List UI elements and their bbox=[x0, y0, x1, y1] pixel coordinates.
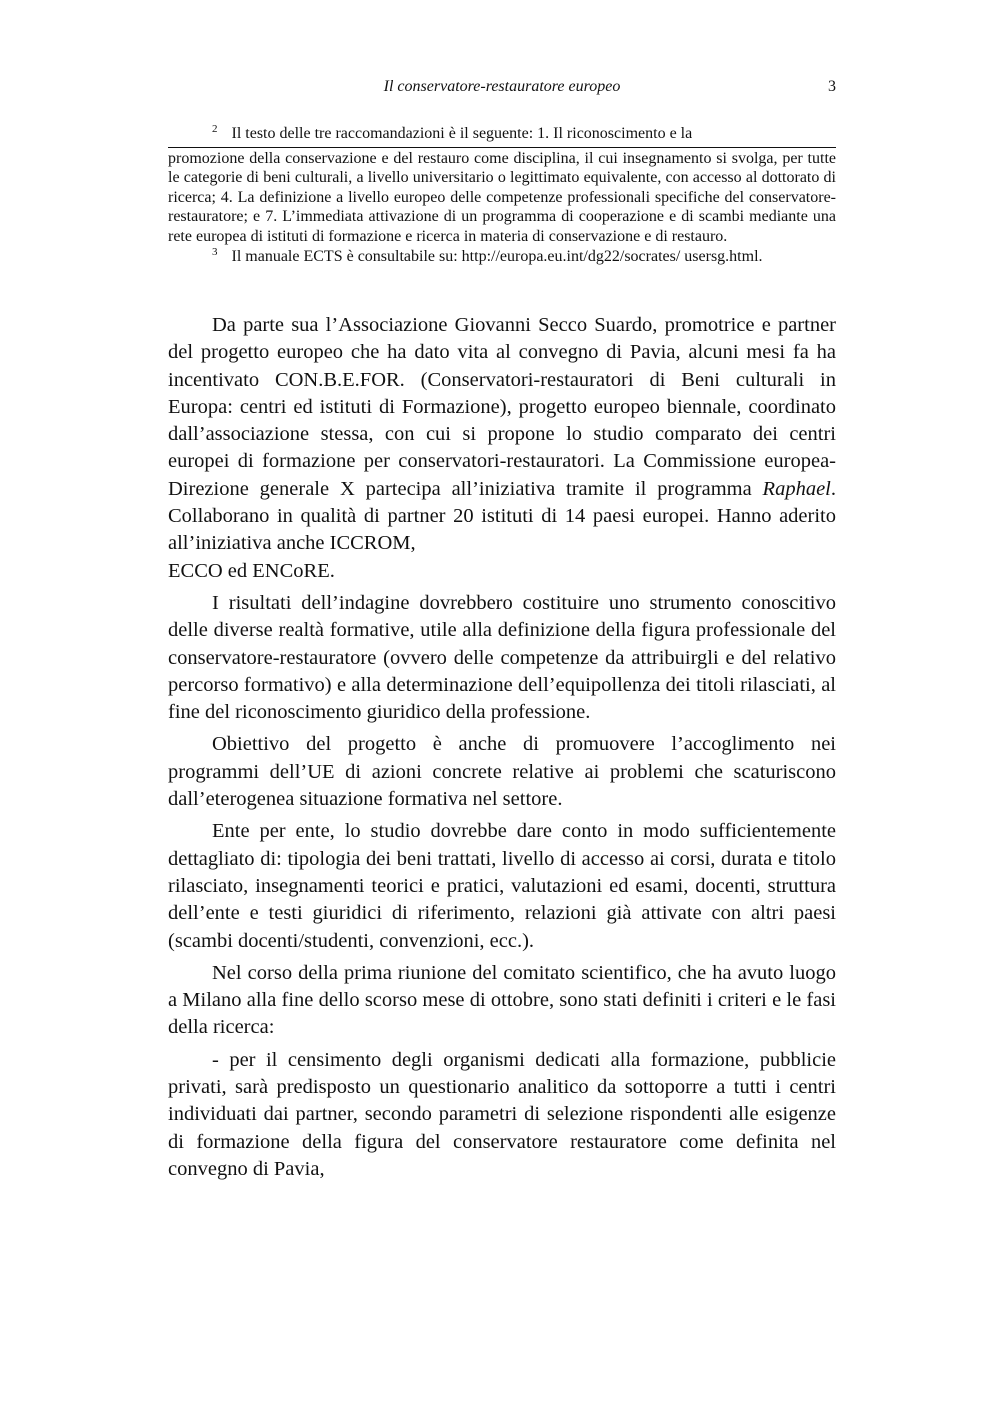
list-item: - per il censimento degli organismi dedicati alla formazione, pubblicie privati, sarà predisposto un questionario analitico da sottoporre a tutti i centri individuati dai partner, secondo parametri di selezione rispondenti alle esigenze di formazione della figura del conservatore restauratore come definita nel convegno di Pavia, bbox=[168, 1048, 836, 1180]
paragraph: I risultati dell’indagine dovrebbero costituire uno strumento conoscitivo delle diverse realtà formative, utile alla definizione della figura professionale del conservatore-restauratore (ovvero delle competenze da attribuirgli e del relativo percorso formativo) e alla determinazione dell’equipollenza dei titoli rilasciati, al fine del riconoscimento giuridico della professione. bbox=[168, 591, 836, 724]
paragraph: Obiettivo del progetto è anche di promuovere l’accoglimento nei programmi dell’UE di azioni concrete relative ai problemi che scaturiscono dall’eterogenea situazione formativa nel settore. bbox=[168, 733, 836, 811]
paragraph bbox=[168, 312, 836, 558]
footnote-2-continued bbox=[168, 149, 836, 247]
program-name: Raphael bbox=[762, 477, 831, 500]
footnote-3 bbox=[168, 247, 836, 267]
running-header bbox=[168, 76, 836, 98]
footnote-text: promozione della conservazione e del restauro come disciplina, il cui insegnamento si svolga, per tutte le categorie di beni culturali, a livello universitario o legittimato equivalente, con accesso al dottorato di ricerca; 4. La definizione a livello europeo delle competenze professionali specifiche del conservatore-restauratore; e 7. L’immediata attivazione di un programma di cooperazione e di scambi mediante una rete europea di istituti di formazione e ricerca in materia di conservazione e di restauro. bbox=[168, 149, 836, 245]
footnote-rule bbox=[168, 147, 836, 148]
paragraph: Ente per ente, lo studio dovrebbe dare conto in modo sufficientemente dettagliato di: tipologia dei beni trattati, livello di accesso ai corsi, durata e titolo rilasciato, insegnamenti teorici e pratici, valutazioni ed esami, docenti, struttura dell’ente e testi giuridici di riferimento, relazioni già attivate con altri paesi (scambi docenti/studenti, convenzioni, ecc.). bbox=[168, 820, 836, 952]
footnote-2 bbox=[168, 124, 836, 144]
footnotes bbox=[168, 124, 836, 266]
footnote-text-first-line: Il testo delle tre raccomandazioni è il seguente: 1. Il riconoscimento e la bbox=[231, 125, 693, 142]
body-text bbox=[168, 312, 836, 1188]
footnote-text: Il manuale ECTS è consultabile su: http://europa.eu.int/dg22/socrates/ usersg.html. bbox=[231, 247, 763, 265]
footnote-mark: 2 bbox=[212, 123, 218, 135]
paragraph: Nel corso della prima riunione del comitato scientifico, che ha avuto luogo a Milano alla fine dello scorso mese di ottobre, sono stati definiti i criteri e le fasi della ricerca: bbox=[168, 961, 836, 1039]
paragraph-text: Da parte sua l’Associazione Giovanni Secco Suardo, promotrice e partner del progetto europeo che ha dato vita al convegno di Pavia, alcuni mesi fa ha incentivato CON.B.E.FOR. (Conservatori-restauratori di Beni culturali in Europa: centri ed istituti di Formazione), progetto europeo biennale, coordinato dall’associazione stessa, con cui si propone lo studio comparato dei centri europei di formazione per conservatori-restauratori. La Commissione europea-Direzione generale X partecipa all’iniziativa tramite il programma bbox=[168, 314, 836, 500]
paragraph-text: . Collaborano in qualità di partner 20 istituti di 14 paesi europei. Hanno aderito all’iniziativa anche ICCROM, bbox=[168, 477, 836, 555]
page-number: 3 bbox=[828, 78, 836, 95]
footnote-mark: 3 bbox=[212, 245, 218, 258]
paragraph-line bbox=[168, 558, 836, 585]
paragraph-text: ECCO ed ENCoRE. bbox=[168, 559, 335, 582]
running-title: Il conservatore-restauratore europeo bbox=[383, 78, 621, 95]
